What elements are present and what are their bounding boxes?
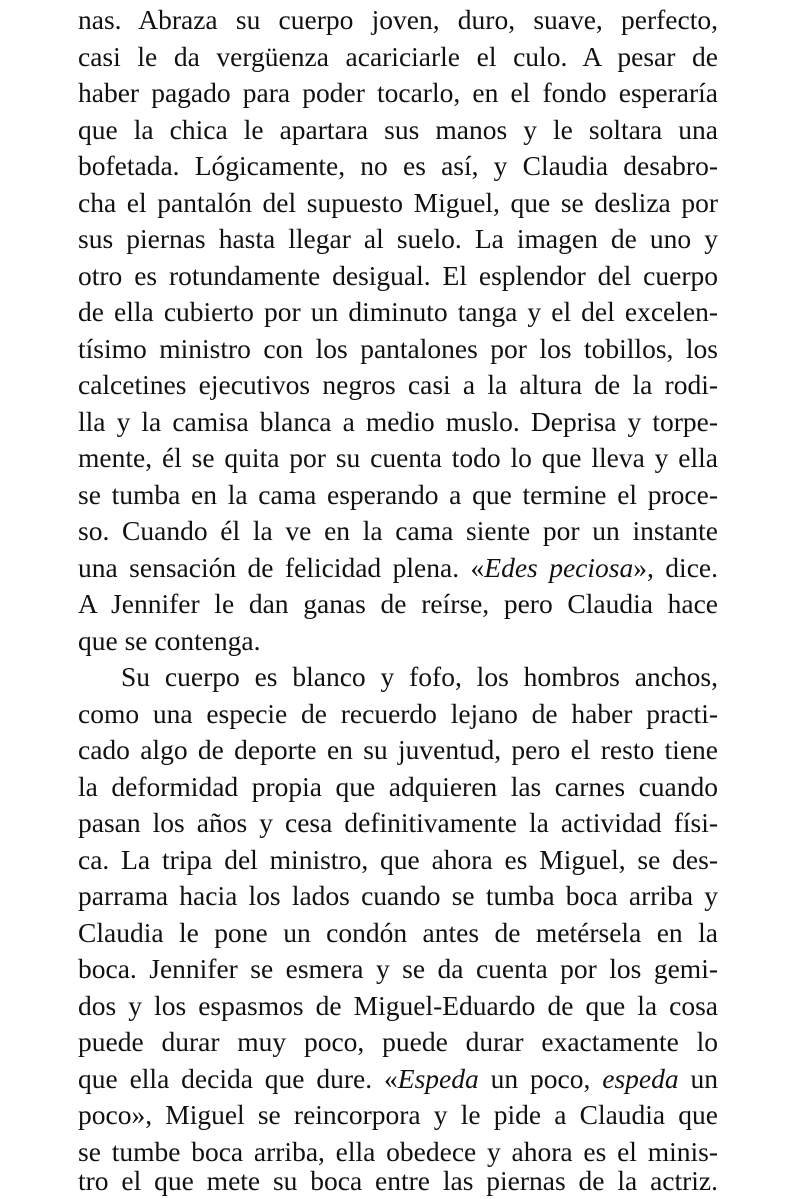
text-run: que ella decida que dure. « [78,1062,398,1094]
text-line: tísimo ministro con los pantalones por los tobillos, los [78,332,718,364]
text-line: poco», Miguel se reincorpora y le pide a Claudia que [78,1099,718,1130]
text-line: Claudia le pone un condón antes de metérsela en la [78,916,718,948]
text-line: se tumbe boca arriba, ella obedece y ahora es el minis- [78,1135,718,1167]
text-line: se tumba en la cama esperando a que termine el proce- [78,478,718,510]
text-line [78,551,718,585]
text-run: un poco, [478,1062,603,1094]
text-line: de ella cubierto por un diminuto tanga y el del excelen- [78,296,718,327]
text-line: la deformidad propia que adquieren las carnes cuando [78,770,718,802]
text-line: sus piernas hasta llegar al suelo. La imagen de uno y [78,223,718,254]
text-line: casi le da vergüenza acariciarle el culo. A pesar de [78,40,718,72]
text-line: dos y los espasmos de Miguel-Eduardo de que la cosa [78,989,718,1021]
text-line: puede durar muy poco, puede durar exactamente lo [78,1026,718,1057]
text-line: A Jennifer le dan ganas de reírse, pero Claudia hace [78,588,718,619]
text-line: otro es rotundamente desigual. El esplendor del cuerpo [78,259,718,291]
text-line: lla y la camisa blanca a medio muslo. Deprisa y torpe- [78,405,718,437]
text-line: boca. Jennifer se esmera y se da cuenta por los gemi- [78,953,718,984]
text-line: ca. La tripa del ministro, que ahora es Miguel, se des- [78,843,718,875]
text-line: como una especie de recuerdo lejano de haber practi- [78,697,718,729]
text-line: tro el que mete su boca entre las piernas de la actriz. [78,1165,718,1196]
text-line [78,1062,718,1096]
text-run: una sensación de felicidad plena. « [78,551,485,583]
text-line-paragraph-start: Su cuerpo es blanco y fofo, los hombros anchos, [121,661,718,692]
text-line-paragraph-end: que se contenga. [78,624,261,656]
text-line: pasan los años y cesa definitivamente la actividad físi- [78,807,718,838]
text-run: un [678,1062,718,1094]
italic-speech: Espeda [397,1062,479,1094]
text-line: haber pagado para poder tocarlo, en el fondo esperaría [78,77,718,108]
text-line: cado algo de deporte en su juventud, pero el resto tiene [78,734,718,765]
text-line: bofetada. Lógicamente, no es así, y Claudia desabro- [78,150,718,181]
text-run: », dice. [633,551,718,583]
text-line: que la chica le apartara sus manos y le soltara una [78,113,718,145]
text-line: mente, él se quita por su cuenta todo lo que lleva y ella [78,442,718,473]
text-line: nas. Abraza su cuerpo joven, duro, suave, perfecto, [78,4,718,35]
text-line: calcetines ejecutivos negros casi a la altura de la rodi- [78,369,718,400]
text-line: parrama hacia los lados cuando se tumba boca arriba y [78,880,718,911]
italic-speech: espeda [602,1062,679,1094]
italic-speech: Edes peciosa [484,551,634,583]
text-line: cha el pantalón del supuesto Miguel, que se desliza por [78,186,718,218]
text-line: so. Cuando él la ve en la cama siente por un instante [78,515,718,546]
